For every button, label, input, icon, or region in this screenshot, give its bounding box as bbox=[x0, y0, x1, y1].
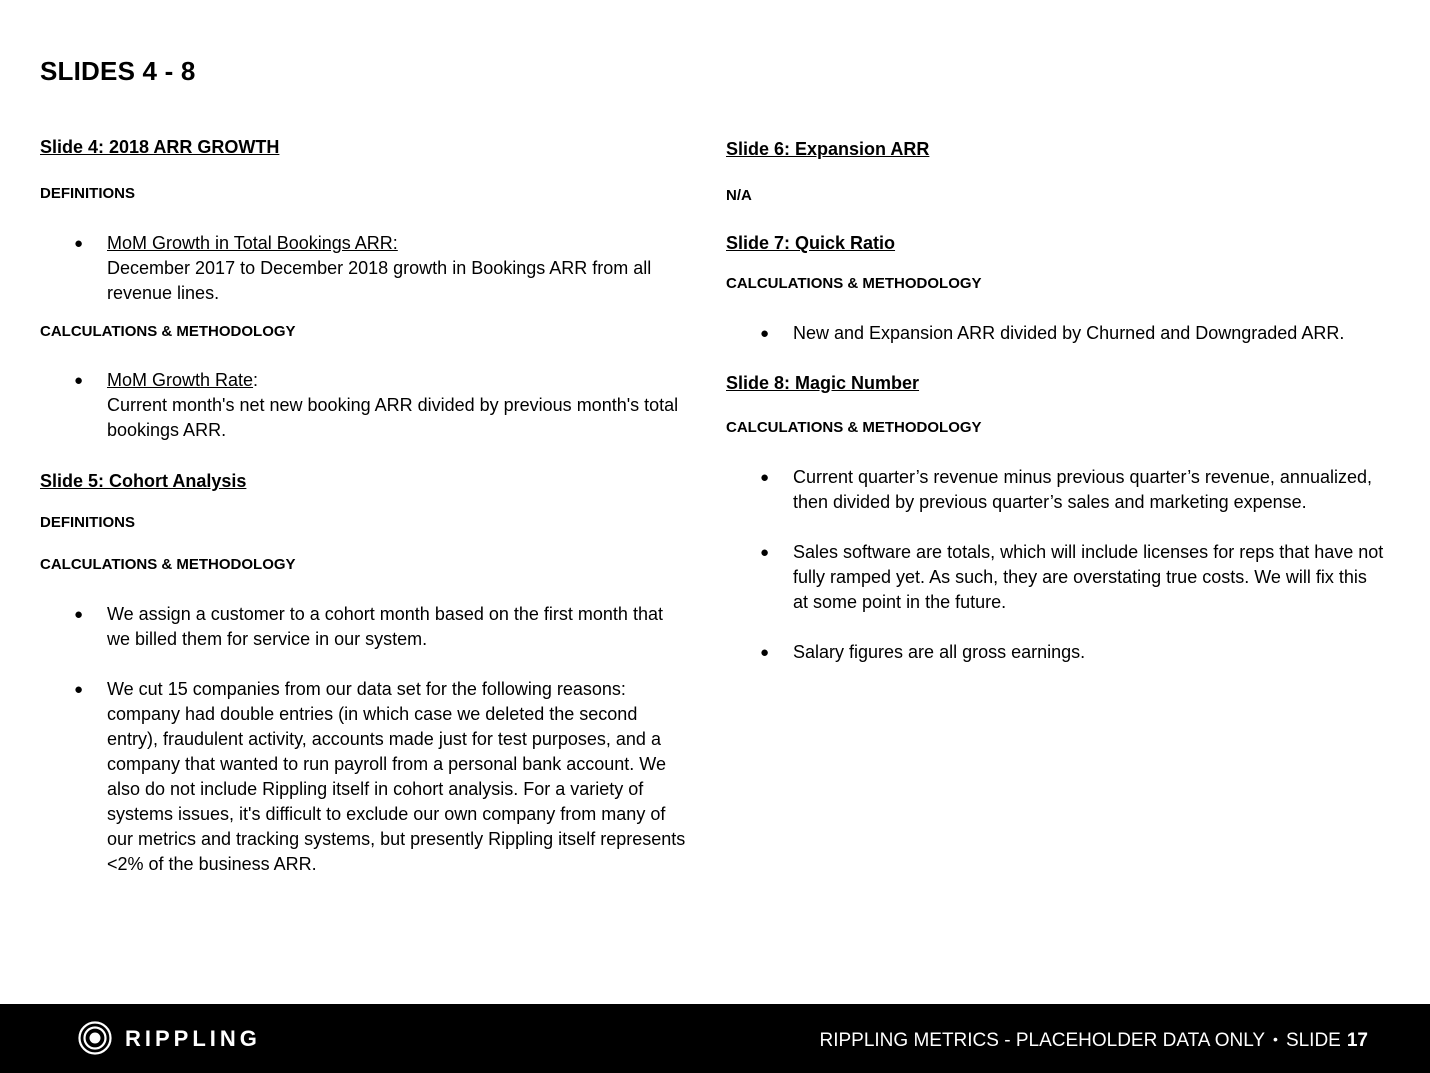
list-item-text: New and Expansion ARR divided by Churned and Downgraded ARR. bbox=[793, 323, 1345, 343]
slide-8-heading: Slide 8: Magic Number bbox=[726, 373, 920, 393]
list-item bbox=[726, 640, 1386, 665]
list-item bbox=[40, 602, 690, 652]
list-item-text: We cut 15 companies from our data set for the following reasons: company had double entries (in which case we deleted the second entry), fraudulent activity, accounts made just for test purposes, and a company that wanted to run payroll from a personal bank account. We also do not include Rippling itself in cohort analysis. For a variety of systems issues, it's difficult to exclude our own company from many of our metrics and tracking systems, but presently Rippling itself represents <2% of the business ARR. bbox=[107, 679, 686, 874]
slide-8-calc-label: CALCULATIONS & METHODOLOGY bbox=[726, 419, 982, 436]
calc-text: Current month's net new booking ARR divided by previous month's total bookings ARR. bbox=[107, 395, 679, 440]
slide-5-heading: Slide 5: Cohort Analysis bbox=[40, 471, 247, 491]
slide-8-calc-list bbox=[726, 465, 1386, 665]
footer-slide-number: 17 bbox=[1346, 1030, 1368, 1051]
calc-term-colon: : bbox=[253, 370, 259, 390]
slide-4-heading: Slide 4: 2018 ARR GROWTH bbox=[40, 137, 280, 157]
list-item-text: Current quarter’s revenue minus previous quarter’s revenue, annualized, then divided by previous quarter’s sales and marketing expense. bbox=[793, 467, 1372, 512]
rippling-logo-icon bbox=[78, 1021, 112, 1055]
bullet-icon: ● bbox=[760, 544, 770, 561]
calc-term: MoM Growth Rate bbox=[107, 370, 254, 390]
definition-term: MoM Growth in Total Bookings ARR: bbox=[107, 233, 398, 253]
slide-4-definitions-list bbox=[40, 231, 690, 306]
list-item bbox=[726, 321, 1386, 346]
list-item bbox=[40, 677, 690, 877]
slide-7-calc-label: CALCULATIONS & METHODOLOGY bbox=[726, 275, 982, 292]
slide-6-heading: Slide 6: Expansion ARR bbox=[726, 139, 930, 159]
slide-5-definitions-label: DEFINITIONS bbox=[40, 514, 136, 531]
bullet-icon: ● bbox=[74, 235, 84, 252]
slide-6-na-label: N/A bbox=[726, 187, 752, 204]
list-item-text: Salary figures are all gross earnings. bbox=[793, 642, 1086, 662]
footer-bar bbox=[0, 1004, 1430, 1073]
list-item bbox=[40, 368, 690, 443]
slide-4-calc-list bbox=[40, 368, 690, 443]
list-item-text: Sales software are totals, which will include licenses for reps that have not fully ramped yet. As such, they are overstating true costs. We will fix this at some point in the future. bbox=[793, 542, 1384, 612]
slide-5-calc-list bbox=[40, 602, 690, 877]
list-item-text: We assign a customer to a cohort month based on the first month that we billed them for service in our system. bbox=[107, 604, 663, 649]
slide-7-calc-list bbox=[726, 321, 1386, 346]
footer-separator: • bbox=[1273, 1031, 1278, 1047]
footer-caption-text: RIPPLING METRICS - PLACEHOLDER DATA ONLY bbox=[819, 1030, 1266, 1051]
slide-4-calc-label: CALCULATIONS & METHODOLOGY bbox=[40, 323, 296, 340]
list-item bbox=[726, 465, 1386, 515]
bullet-icon: ● bbox=[760, 325, 770, 342]
left-column bbox=[40, 136, 690, 877]
page-title: SLIDES 4 - 8 bbox=[40, 56, 196, 86]
bullet-icon: ● bbox=[760, 644, 770, 661]
bullet-icon: ● bbox=[760, 469, 770, 486]
right-column bbox=[726, 138, 1386, 665]
slide-5-calc-label: CALCULATIONS & METHODOLOGY bbox=[40, 556, 296, 573]
list-item bbox=[40, 231, 690, 306]
bullet-icon: ● bbox=[74, 681, 84, 698]
slide-4-definitions-label: DEFINITIONS bbox=[40, 185, 136, 202]
definition-text: December 2017 to December 2018 growth in Bookings ARR from all revenue lines. bbox=[107, 258, 652, 303]
bullet-icon: ● bbox=[74, 606, 84, 623]
list-item bbox=[726, 540, 1386, 615]
footer-caption bbox=[819, 1028, 1368, 1052]
slide-7-heading: Slide 7: Quick Ratio bbox=[726, 233, 896, 253]
rippling-logo-text: RIPPLING bbox=[125, 1026, 261, 1051]
footer-slide-label: SLIDE bbox=[1285, 1030, 1341, 1051]
bullet-icon: ● bbox=[74, 372, 84, 389]
